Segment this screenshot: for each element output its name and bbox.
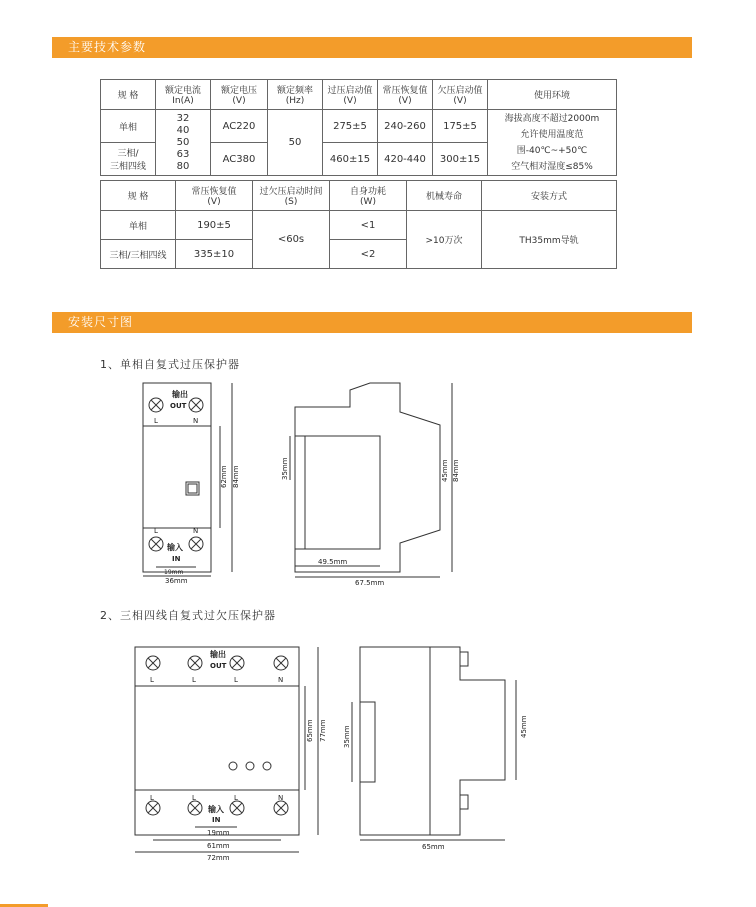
in-label-en-3p: IN: [212, 816, 221, 824]
r1-under: 175±5: [433, 110, 488, 143]
th2-recover: 常压恢复值 (V): [176, 181, 253, 211]
in-label-cn-3p: 输入: [208, 805, 224, 814]
dim-19: 19mm: [164, 569, 184, 576]
dim-36: 36mm: [165, 577, 188, 585]
label-L2-bottom: L: [192, 794, 196, 802]
in-label-en: IN: [172, 555, 181, 563]
indicator-light: [263, 762, 271, 770]
section-title: 安装尺寸图: [68, 315, 134, 329]
th-voltage: 额定电压 (V): [211, 80, 268, 110]
dim-675: 67.5mm: [355, 579, 385, 587]
dim-84: 84mm: [232, 465, 240, 488]
current-values: 32 40 50 63 80: [156, 110, 211, 176]
r1-voltage: AC220: [211, 110, 268, 143]
dim-62: 62mm: [220, 465, 228, 488]
dim-65: 65mm: [306, 719, 314, 742]
label-N-bottom-3p: N: [278, 794, 284, 802]
th-normal-voltage: 常压恢复值 (V): [378, 80, 433, 110]
r2-power: <2: [330, 240, 407, 269]
dim-65b: 65mm: [422, 843, 445, 851]
indicator-light: [246, 762, 254, 770]
section-header-tech-params: [52, 37, 692, 58]
side-rail-slot: [305, 436, 380, 549]
side-body-3p: [360, 647, 505, 835]
diagram-single-phase: [0, 370, 756, 600]
label-L1-top: L: [150, 676, 154, 684]
r2-under: 300±15: [433, 143, 488, 176]
section-title: 主要技术参数: [68, 40, 147, 54]
dim-45: 45mm: [441, 459, 449, 482]
spec-table-1: [100, 79, 617, 176]
out-label-en: OUT: [170, 402, 187, 410]
out-label-cn: 输出: [172, 390, 188, 399]
install-value: TH35mm导轨: [482, 211, 617, 269]
r1-spec: 单相: [101, 110, 156, 143]
label-L-top: L: [154, 417, 158, 425]
section-header-install-dims: [52, 312, 692, 333]
label-N-top: N: [193, 417, 199, 425]
th2-install: 安装方式: [482, 181, 617, 211]
th2-spec: 规 格: [101, 181, 176, 211]
r1-spec-2: 单相: [101, 211, 176, 240]
out-label-en-3p: OUT: [210, 662, 227, 670]
label-N-top-3p: N: [278, 676, 284, 684]
r2-spec-2: 三相/三相四线: [101, 240, 176, 269]
r2-recover: 335±10: [176, 240, 253, 269]
th-current: 额定电流 In(A): [156, 80, 211, 110]
r1-recover: 190±5: [176, 211, 253, 240]
dim-61: 61mm: [207, 842, 230, 850]
r2-normal: 420-440: [378, 143, 433, 176]
th-environment: 使用环境: [488, 80, 617, 110]
dim-19-3p: 19mm: [207, 829, 230, 837]
th-spec: 规 格: [101, 80, 156, 110]
th2-delay: 过欠压启动时间 (S): [253, 181, 330, 211]
dim-35-3p: 35mm: [343, 725, 351, 748]
th-under-voltage: 欠压启动值 (V): [433, 80, 488, 110]
dim-45-3p: 45mm: [520, 715, 528, 738]
terminal-screws-3p: [146, 656, 288, 815]
diagram2-caption: 2、三相四线自复式过欠压保护器: [100, 609, 276, 622]
r2-over: 460±15: [323, 143, 378, 176]
label-L2-top: L: [192, 676, 196, 684]
th-over-voltage: 过压启动值 (V): [323, 80, 378, 110]
label-L3-bottom: L: [234, 794, 238, 802]
dim-84b: 84mm: [452, 459, 460, 482]
dim-495: 49.5mm: [318, 558, 348, 566]
label-N-bottom: N: [193, 527, 199, 535]
side-body: [295, 383, 440, 572]
spec-table-2: [100, 180, 617, 269]
indicator-light: [229, 762, 237, 770]
in-label-cn: 输入: [167, 543, 183, 552]
r2-voltage: AC380: [211, 143, 268, 176]
label-L3-top: L: [234, 676, 238, 684]
th-frequency: 额定频率 (Hz): [268, 80, 323, 110]
label-L1-bottom: L: [150, 794, 154, 802]
diagram1-caption: 1、单相自复式过压保护器: [100, 358, 240, 371]
dim-35: 35mm: [281, 457, 289, 480]
th2-power: 自身功耗 (W): [330, 181, 407, 211]
life-value: >10万次: [407, 211, 482, 269]
environment-values: 海拔高度不超过2000m 允许使用温度范围-40℃~+50℃ 空气相对湿度≤85%: [488, 110, 617, 176]
th2-life: 机械寿命: [407, 181, 482, 211]
label-L-bottom: L: [154, 527, 158, 535]
dim-72: 72mm: [207, 854, 230, 862]
dim-77: 77mm: [319, 719, 327, 742]
diagram-three-phase: [0, 630, 756, 870]
out-label-cn-3p: 输出: [210, 650, 226, 659]
frequency-value: 50: [268, 110, 323, 176]
r2-spec: 三相/ 三相四线: [101, 143, 156, 176]
r1-normal: 240-260: [378, 110, 433, 143]
delay-value: <60s: [253, 211, 330, 269]
r1-power: <1: [330, 211, 407, 240]
r1-over: 275±5: [323, 110, 378, 143]
